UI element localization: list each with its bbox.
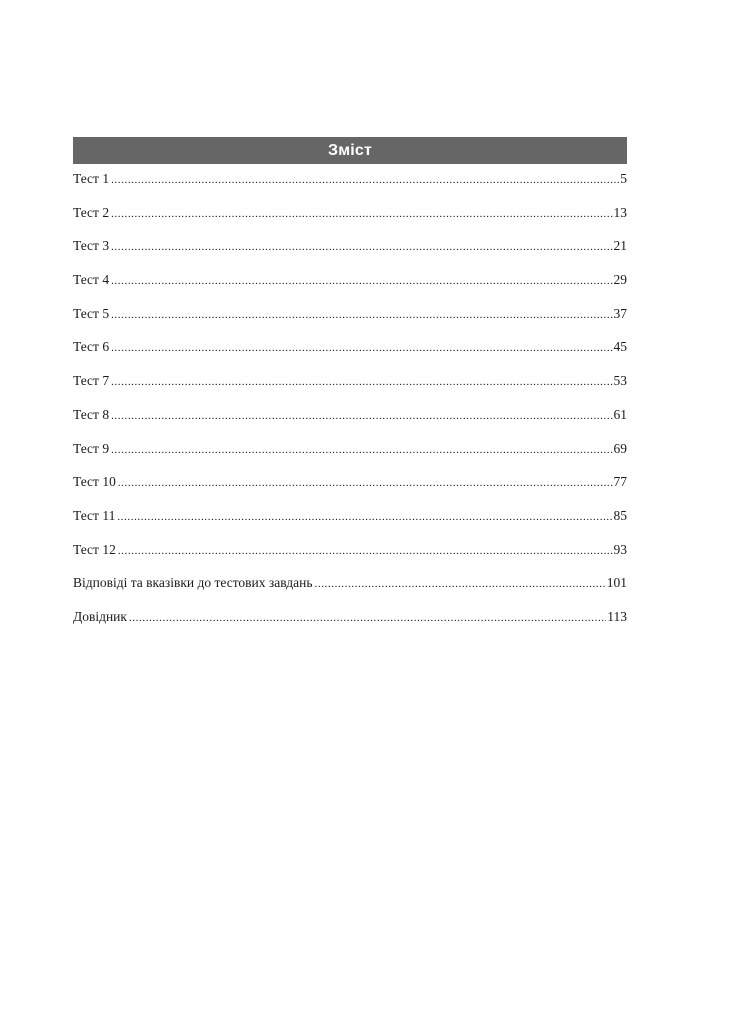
toc-leader-dots	[111, 208, 612, 220]
toc-entry-label: Відповіді та вказівки до тестових завдань	[73, 575, 313, 591]
toc-entry[interactable]	[73, 272, 627, 306]
toc-entry-page: 21	[613, 238, 627, 254]
toc-entry-page: 13	[613, 204, 627, 220]
toc-entry-label: Тест 11	[73, 507, 116, 523]
toc-leader-dots	[111, 376, 612, 388]
toc-leader-dots	[111, 309, 612, 321]
toc-title-bar	[73, 137, 627, 164]
toc-entry-label: Тест 9	[73, 440, 110, 456]
toc-leader-dots	[118, 477, 613, 489]
toc-entry-page: 29	[613, 272, 627, 288]
toc-entry[interactable]	[73, 205, 627, 239]
toc-entry-label: Тест 4	[73, 272, 110, 288]
toc-leader-dots	[129, 612, 606, 624]
toc-entry[interactable]	[73, 441, 627, 475]
toc-entry[interactable]	[73, 238, 627, 272]
toc-entry[interactable]	[73, 171, 627, 205]
toc-entry-label: Тест 1	[73, 171, 110, 186]
toc-list	[73, 171, 627, 643]
toc-entry-label: Тест 10	[73, 474, 116, 490]
toc-entry-label: Тест 5	[73, 305, 110, 321]
toc-entry-label: Тест 6	[73, 339, 110, 355]
toc-leader-dots	[111, 410, 612, 422]
toc-leader-dots	[118, 545, 613, 557]
toc-entry[interactable]	[73, 373, 627, 407]
toc-entry[interactable]	[73, 306, 627, 340]
toc-entry[interactable]	[73, 609, 627, 643]
toc-entry-page: 69	[613, 440, 627, 456]
toc-entry-label: Довідник	[73, 608, 127, 624]
toc-entry[interactable]	[73, 407, 627, 441]
toc-entry-page: 85	[613, 507, 627, 523]
toc-leader-dots	[111, 342, 612, 354]
toc-entry[interactable]	[73, 542, 627, 576]
toc-entry-page: 101	[606, 575, 627, 591]
toc-entry-label: Тест 7	[73, 373, 110, 389]
toc-entry-page: 45	[613, 339, 627, 355]
toc-entry-page: 53	[613, 373, 627, 389]
toc-entry[interactable]	[73, 339, 627, 373]
toc-leader-dots	[315, 578, 606, 590]
toc-entry-page: 77	[613, 474, 627, 490]
toc-entry[interactable]	[73, 474, 627, 508]
toc-leader-dots	[111, 444, 612, 456]
toc-title: Зміст	[327, 141, 373, 159]
toc-leader-dots	[117, 511, 612, 523]
toc-entry-label: Тест 2	[73, 204, 110, 220]
toc-entry-label: Тест 12	[73, 541, 116, 557]
toc-entry-page: 61	[613, 406, 627, 422]
toc-entry[interactable]	[73, 575, 627, 609]
toc-entry[interactable]	[73, 508, 627, 542]
toc-leader-dots	[111, 174, 619, 186]
toc-entry-label: Тест 3	[73, 238, 110, 254]
toc-entry-page: 37	[613, 305, 627, 321]
toc-entry-page: 113	[607, 608, 627, 624]
toc-leader-dots	[111, 241, 612, 253]
toc-leader-dots	[111, 275, 612, 287]
toc-entry-page: 93	[613, 541, 627, 557]
toc-entry-page: 5	[620, 171, 627, 186]
toc-entry-label: Тест 8	[73, 406, 110, 422]
table-of-contents	[73, 137, 627, 643]
